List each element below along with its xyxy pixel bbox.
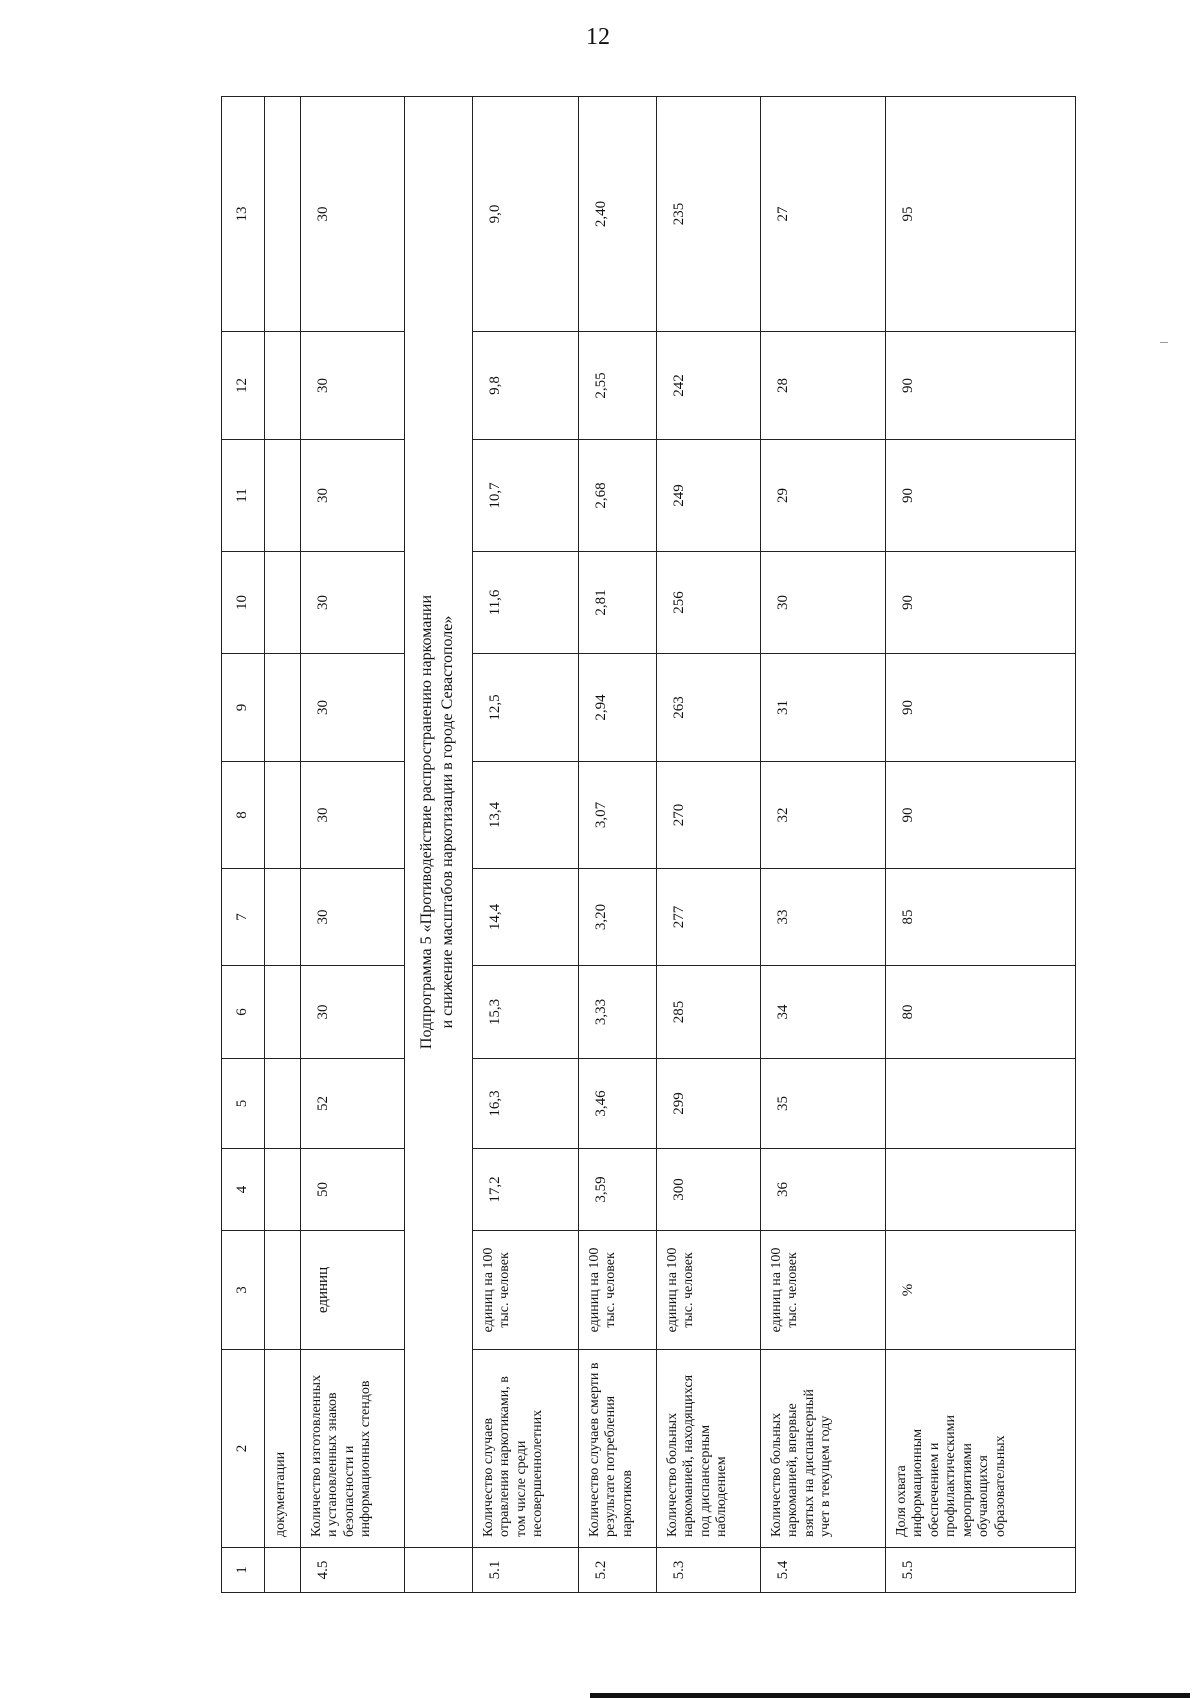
column-number: 5 [222, 1059, 265, 1149]
value-cell: 30 [300, 440, 404, 552]
value-cell: 30 [300, 966, 404, 1059]
indicator-name [300, 1350, 404, 1548]
value-cell: 90 [885, 552, 1075, 654]
subprogram-title-line: Подпрограмма 5 «Противодействие распространению наркомании [418, 594, 436, 1050]
indicator-name: Доля охвата информационным обеспечением и профилактическими мероприятиями обучающихся образовательных [885, 1350, 1075, 1548]
indicator-name-line: Количество изготовленных [308, 1374, 324, 1537]
table-row-5-1 [472, 97, 578, 1593]
value-cell: 30 [760, 552, 885, 654]
column-number: 8 [222, 762, 265, 869]
column-number: 4 [222, 1149, 265, 1231]
value-cell: 300 [656, 1149, 760, 1231]
table-row-5-2 [578, 97, 656, 1593]
value-cell: 34 [760, 966, 885, 1059]
unit: единиц на 100 тыс. человек [578, 1231, 656, 1350]
table-cell [264, 1548, 300, 1593]
value-cell: 299 [656, 1059, 760, 1149]
value-cell: 9,0 [472, 97, 578, 332]
value-cell: 235 [656, 97, 760, 332]
value-cell: 29 [760, 440, 885, 552]
table-cell [264, 869, 300, 966]
value-cell: 85 [885, 869, 1075, 966]
value-cell: 90 [885, 332, 1075, 440]
table-cell [264, 966, 300, 1059]
indicator-name: Количество больных наркоманией, впервые взятых на диспансерный учет в текущем году [760, 1350, 885, 1548]
unit: единиц на 100 тыс. человек [656, 1231, 760, 1350]
column-number: 1 [222, 1548, 265, 1593]
value-cell: 30 [300, 762, 404, 869]
value-cell: 11,6 [472, 552, 578, 654]
value-cell: 30 [300, 552, 404, 654]
value-cell: 36 [760, 1149, 885, 1231]
column-number: 9 [222, 654, 265, 762]
unit: % [885, 1231, 1075, 1350]
subprogram-title [404, 97, 472, 1548]
indicators-table [221, 96, 1076, 1593]
value-cell: 32 [760, 762, 885, 869]
value-cell: 9,8 [472, 332, 578, 440]
table-cell [404, 1548, 472, 1593]
page-number: 12 [586, 24, 610, 50]
unit: единиц на 100 тыс. человек [472, 1231, 578, 1350]
value-cell: 10,7 [472, 440, 578, 552]
value-cell: 12,5 [472, 654, 578, 762]
value-cell: 15,3 [472, 966, 578, 1059]
scan-edge-line [590, 1693, 1190, 1698]
value-cell: 270 [656, 762, 760, 869]
table-cell [264, 332, 300, 440]
value-cell: 2,68 [578, 440, 656, 552]
value-cell: 242 [656, 332, 760, 440]
subprogram-row [404, 97, 472, 1593]
value-cell: 16,3 [472, 1059, 578, 1149]
rotated-table-container [221, 97, 1071, 1593]
row-number: 5.3 [656, 1548, 760, 1593]
value-cell: 17,2 [472, 1149, 578, 1231]
value-cell: 50 [300, 1149, 404, 1231]
value-cell: 27 [760, 97, 885, 332]
table-row-5-3 [656, 97, 760, 1593]
indicator-name: Количество больных наркоманией, находящихся под диспансерным наблюдением [656, 1350, 760, 1548]
value-cell: 90 [885, 762, 1075, 869]
value-cell: 80 [885, 966, 1075, 1059]
row-number: 5.2 [578, 1548, 656, 1593]
table-cell [264, 762, 300, 869]
row-number: 4.5 [300, 1548, 404, 1593]
value-cell: 3,20 [578, 869, 656, 966]
column-number: 13 [222, 97, 265, 332]
column-number-row [222, 97, 265, 1593]
table-row-5-5 [885, 97, 1075, 1593]
indicator-name: Количество случаев отравления наркотиками, в том числе среди несовершеннолетних [472, 1350, 578, 1548]
column-number: 6 [222, 966, 265, 1059]
column-number: 11 [222, 440, 265, 552]
row-number: 5.4 [760, 1548, 885, 1593]
column-number: 3 [222, 1231, 265, 1350]
unit: единиц [300, 1231, 404, 1350]
continuation-row [264, 97, 300, 1593]
value-cell: 90 [885, 654, 1075, 762]
value-cell [885, 1149, 1075, 1231]
value-cell: 2,81 [578, 552, 656, 654]
value-cell: 249 [656, 440, 760, 552]
table-cell [264, 552, 300, 654]
column-number: 2 [222, 1350, 265, 1548]
row-number: 5.1 [472, 1548, 578, 1593]
value-cell: 3,59 [578, 1149, 656, 1231]
value-cell: 52 [300, 1059, 404, 1149]
subprogram-title-line: и снижение масштабов наркотизации в городе Севастополе» [439, 615, 457, 1029]
value-cell: 14,4 [472, 869, 578, 966]
indicator-name-line: и установленных знаков [325, 1392, 341, 1537]
table-row-5-4 [760, 97, 885, 1593]
value-cell: 13,4 [472, 762, 578, 869]
column-number: 10 [222, 552, 265, 654]
value-cell: 30 [300, 97, 404, 332]
indicator-name: Количество случаев смерти в результате потребления наркотиков [578, 1350, 656, 1548]
table-cell [264, 1059, 300, 1149]
value-cell: 263 [656, 654, 760, 762]
value-cell: 35 [760, 1059, 885, 1149]
value-cell: 30 [300, 869, 404, 966]
table-cell [264, 1149, 300, 1231]
value-cell: 3,33 [578, 966, 656, 1059]
value-cell [885, 1059, 1075, 1149]
value-cell: 2,55 [578, 332, 656, 440]
indicator-name-line: информационных стендов [358, 1380, 374, 1537]
value-cell: 3,07 [578, 762, 656, 869]
scan-mark [1160, 342, 1168, 343]
column-number: 7 [222, 869, 265, 966]
column-number: 12 [222, 332, 265, 440]
value-cell: 256 [656, 552, 760, 654]
value-cell: 31 [760, 654, 885, 762]
table-cell [264, 440, 300, 552]
continuation-text: документации [264, 1350, 300, 1548]
table-cell [264, 97, 300, 332]
value-cell: 30 [300, 654, 404, 762]
value-cell: 277 [656, 869, 760, 966]
value-cell: 90 [885, 440, 1075, 552]
table-row-4-5 [300, 97, 404, 1593]
table-cell [264, 1231, 300, 1350]
value-cell: 2,40 [578, 97, 656, 332]
value-cell: 285 [656, 966, 760, 1059]
unit: единиц на 100 тыс. человек [760, 1231, 885, 1350]
indicator-name-line: безопасности и [341, 1445, 357, 1537]
row-number: 5.5 [885, 1548, 1075, 1593]
table-cell [264, 654, 300, 762]
value-cell: 95 [885, 97, 1075, 332]
value-cell: 2,94 [578, 654, 656, 762]
value-cell: 33 [760, 869, 885, 966]
value-cell: 3,46 [578, 1059, 656, 1149]
value-cell: 30 [300, 332, 404, 440]
value-cell: 28 [760, 332, 885, 440]
rotated-table-frame [221, 97, 1071, 1593]
